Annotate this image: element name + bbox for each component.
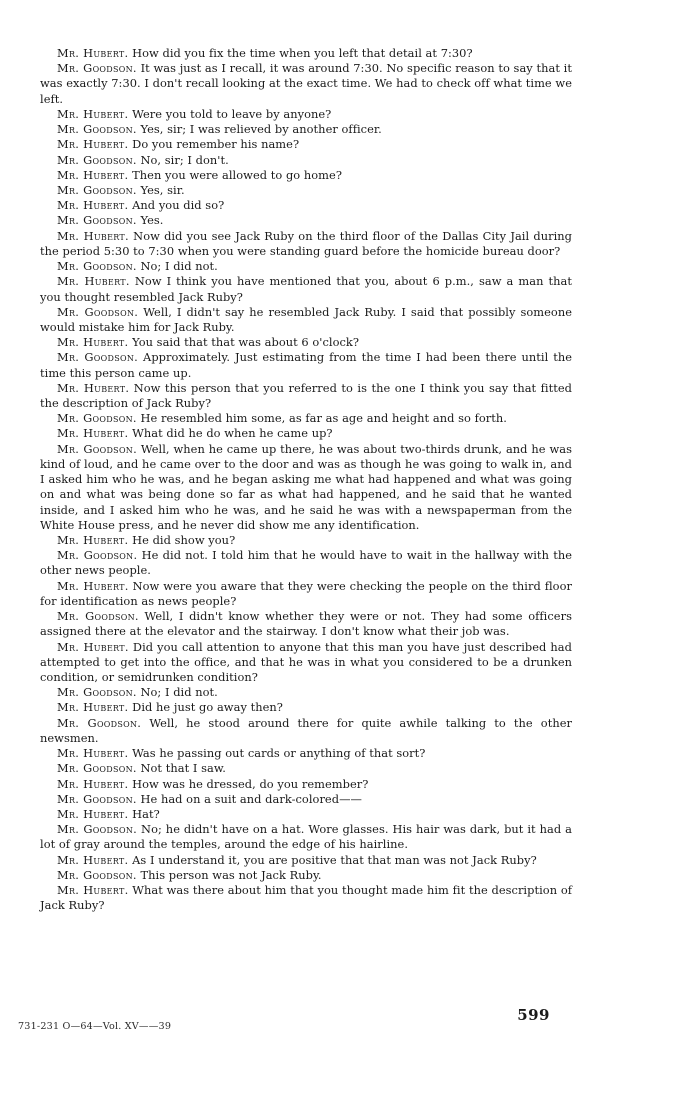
utterance-text: Yes, sir; I was relieved by another officer. <box>140 122 382 137</box>
utterance-text: Approximately. Just estimating from the time I had been there until the time this person came up. <box>40 350 572 380</box>
transcript-paragraph <box>40 792 572 807</box>
transcript-paragraph <box>40 777 572 792</box>
speaker-label: Mr. Goodson. <box>57 213 137 228</box>
utterance-text: How did you fix the time when you left that detail at 7:30? <box>132 46 473 60</box>
transcript-paragraph <box>40 61 572 107</box>
transcript-paragraph <box>40 609 572 639</box>
utterance-text: And you did so? <box>132 198 225 213</box>
transcript-paragraph <box>40 883 572 913</box>
speaker-label: Mr. Goodson. <box>57 609 139 624</box>
utterance-text: Now were you aware that they were checking the people on the third floor for identification as news people? <box>40 578 572 608</box>
utterance-text: It was just as I recall, it was around 7:30. No specific reason to say that it was exactly 7:30. I don't recall looking at the exact time. We had to check off what time we left. <box>40 61 572 106</box>
utterance-text: Then you were allowed to go home? <box>132 167 342 182</box>
transcript-paragraph <box>40 411 572 426</box>
utterance-text: Were you told to leave by anyone? <box>132 106 332 121</box>
speaker-label: Mr. Goodson. <box>57 685 137 700</box>
utterance-text: Yes, sir. <box>140 182 185 197</box>
transcript-paragraph <box>40 198 572 213</box>
utterance-text: Well, I didn't know whether they were or not. They had some officers assigned there at the elevator and the stairway. I don't know what their job was. <box>40 609 572 639</box>
speaker-label: Mr. Goodson. <box>57 441 138 456</box>
speaker-label: Mr. Hubert. <box>57 533 129 547</box>
speaker-label: Mr. Goodson. <box>57 822 138 837</box>
utterance-text: How was he dressed, do you remember? <box>132 776 369 791</box>
document-page <box>40 46 572 913</box>
transcript-paragraph <box>40 153 572 168</box>
transcript-paragraph <box>40 213 572 228</box>
speaker-label: Mr. Hubert. <box>57 167 129 182</box>
utterance-text: Now I think you have mentioned that you, about 6 p.m., saw a man that you thought resembled Jack Ruby? <box>40 274 572 304</box>
speaker-label: Mr. Goodson. <box>57 152 137 167</box>
utterance-text: What did he do when he came up? <box>132 426 333 441</box>
speaker-label: Mr. Goodson. <box>57 791 137 806</box>
utterance-text: Well, when he came up there, he was about two-thirds drunk, and he was kind of loud, and he came over to the door and was as though he was going to walk in, and I asked him who he was, and he began asking me what had happened and what was going on and what was being done so far as what had happened, and he said that he wanted inside, and I asked him who he was, and he said he was with a newspaperman from the White House press, and he never did show me any identification. <box>40 441 572 532</box>
utterance-text: No; I did not. <box>140 685 218 700</box>
transcript-paragraph <box>40 442 572 533</box>
utterance-text: He had on a suit and dark-colored—— <box>140 791 362 806</box>
speaker-label: Mr. Goodson. <box>57 761 137 776</box>
transcript-paragraph <box>40 259 572 274</box>
utterance-text: No, sir; I don't. <box>140 152 229 167</box>
utterance-text: As I understand it, you are positive that that man was not Jack Ruby? <box>132 852 537 867</box>
utterance-text: Was he passing out cards or anything of that sort? <box>132 746 426 761</box>
testimony-transcript <box>40 46 572 913</box>
transcript-paragraph <box>40 381 572 411</box>
utterance-text: Did he just go away then? <box>132 700 283 715</box>
speaker-label: Mr. Hubert. <box>57 852 129 867</box>
transcript-paragraph <box>40 868 572 883</box>
speaker-label: Mr. Goodson. <box>57 304 139 319</box>
speaker-label: Mr. Goodson. <box>57 715 142 730</box>
utterance-text: This person was not Jack Ruby. <box>140 867 322 882</box>
speaker-label: Mr. Hubert. <box>57 335 129 350</box>
speaker-label: Mr. Hubert. <box>57 746 129 761</box>
transcript-paragraph <box>40 107 572 122</box>
utterance-text: Now did you see Jack Ruby on the third floor of the Dallas City Jail during the period 5:30 to 7:30 when you were standing guard before the homicide bureau door? <box>40 228 573 258</box>
utterance-text: Yes. <box>140 213 164 228</box>
transcript-paragraph <box>40 183 572 198</box>
utterance-text: Well, he stood around there for quite awhile talking to the other newsmen. <box>40 715 573 745</box>
transcript-paragraph <box>40 853 572 868</box>
utterance-text: Hat? <box>132 806 160 821</box>
transcript-paragraph <box>40 350 572 380</box>
transcript-paragraph <box>40 168 572 183</box>
speaker-label: Mr. Hubert. <box>57 137 129 152</box>
speaker-label: Mr. Hubert. <box>57 776 129 791</box>
utterance-text: Did you call attention to anyone that this man you have just described had attempted to get into the office, and that he was in what you considered to be a drunken condition, or semidrunken condition? <box>40 639 572 684</box>
utterance-text: He did not. I told him that he would have to wait in the hallway with the other news people. <box>40 548 572 578</box>
speaker-label: Mr. Hubert. <box>57 883 129 898</box>
speaker-label: Mr. Hubert. <box>57 198 129 213</box>
transcript-paragraph <box>40 274 572 304</box>
transcript-paragraph <box>40 426 572 441</box>
utterance-text: No; I did not. <box>140 259 218 274</box>
utterance-text: No; he didn't have on a hat. Wore glasses. His hair was dark, but it had a lot of gray around the temples, around the edge of his hairline. <box>40 822 572 852</box>
utterance-text: Well, I didn't say he resembled Jack Ruby. I said that possibly someone would mistake him for Jack Ruby. <box>40 304 573 334</box>
transcript-paragraph <box>40 685 572 700</box>
page-number: 599 <box>517 1006 550 1024</box>
speaker-label: Mr. Hubert. <box>57 700 129 715</box>
speaker-label: Mr. Hubert. <box>57 426 129 441</box>
speaker-label: Mr. Goodson. <box>57 548 138 563</box>
speaker-label: Mr. Goodson. <box>57 350 139 365</box>
speaker-label: Mr. Hubert. <box>57 106 129 121</box>
transcript-paragraph <box>40 335 572 350</box>
utterance-text: What was there about him that you thought made him fit the description of Jack Ruby? <box>40 883 572 913</box>
utterance-text: He resembled him some, as far as age and height and so forth. <box>140 411 507 426</box>
utterance-text: Not that I saw. <box>140 761 226 776</box>
print-imprint: 731-231 O—64—Vol. XV——39 <box>18 1021 172 1032</box>
speaker-label: Mr. Hubert. <box>57 806 129 821</box>
transcript-paragraph <box>40 122 572 137</box>
transcript-paragraph <box>40 716 572 746</box>
speaker-label: Mr. Hubert. <box>57 639 129 654</box>
speaker-label: Mr. Goodson. <box>57 411 137 426</box>
transcript-paragraph <box>40 640 572 686</box>
speaker-label: Mr. Hubert. <box>57 380 130 395</box>
transcript-paragraph <box>40 700 572 715</box>
utterance-text: Do you remember his name? <box>132 137 300 152</box>
utterance-text: You said that that was about 6 o'clock? <box>132 335 360 350</box>
transcript-paragraph <box>40 533 572 548</box>
speaker-label: Mr. Goodson. <box>57 182 137 197</box>
transcript-paragraph <box>40 807 572 822</box>
speaker-label: Mr. Hubert. <box>57 228 129 243</box>
transcript-paragraph <box>40 137 572 152</box>
transcript-paragraph <box>40 746 572 761</box>
speaker-label: Mr. Hubert. <box>57 578 129 593</box>
speaker-label: Mr. Goodson. <box>57 259 137 274</box>
speaker-label: Mr. Goodson. <box>57 61 137 76</box>
speaker-label: Mr. Goodson. <box>57 867 137 882</box>
speaker-label: Mr. Hubert. <box>57 46 129 60</box>
transcript-paragraph <box>40 229 572 259</box>
utterance-text: He did show you? <box>132 533 236 547</box>
transcript-paragraph <box>40 548 572 578</box>
transcript-paragraph <box>40 761 572 776</box>
speaker-label: Mr. Goodson. <box>57 122 137 137</box>
transcript-paragraph <box>40 305 572 335</box>
speaker-label: Mr. Hubert. <box>57 274 130 289</box>
transcript-paragraph <box>40 46 572 61</box>
transcript-paragraph <box>40 579 572 609</box>
transcript-paragraph <box>40 822 572 852</box>
utterance-text: Now this person that you referred to is the one I think you say that fitted the description of Jack Ruby? <box>40 380 572 411</box>
